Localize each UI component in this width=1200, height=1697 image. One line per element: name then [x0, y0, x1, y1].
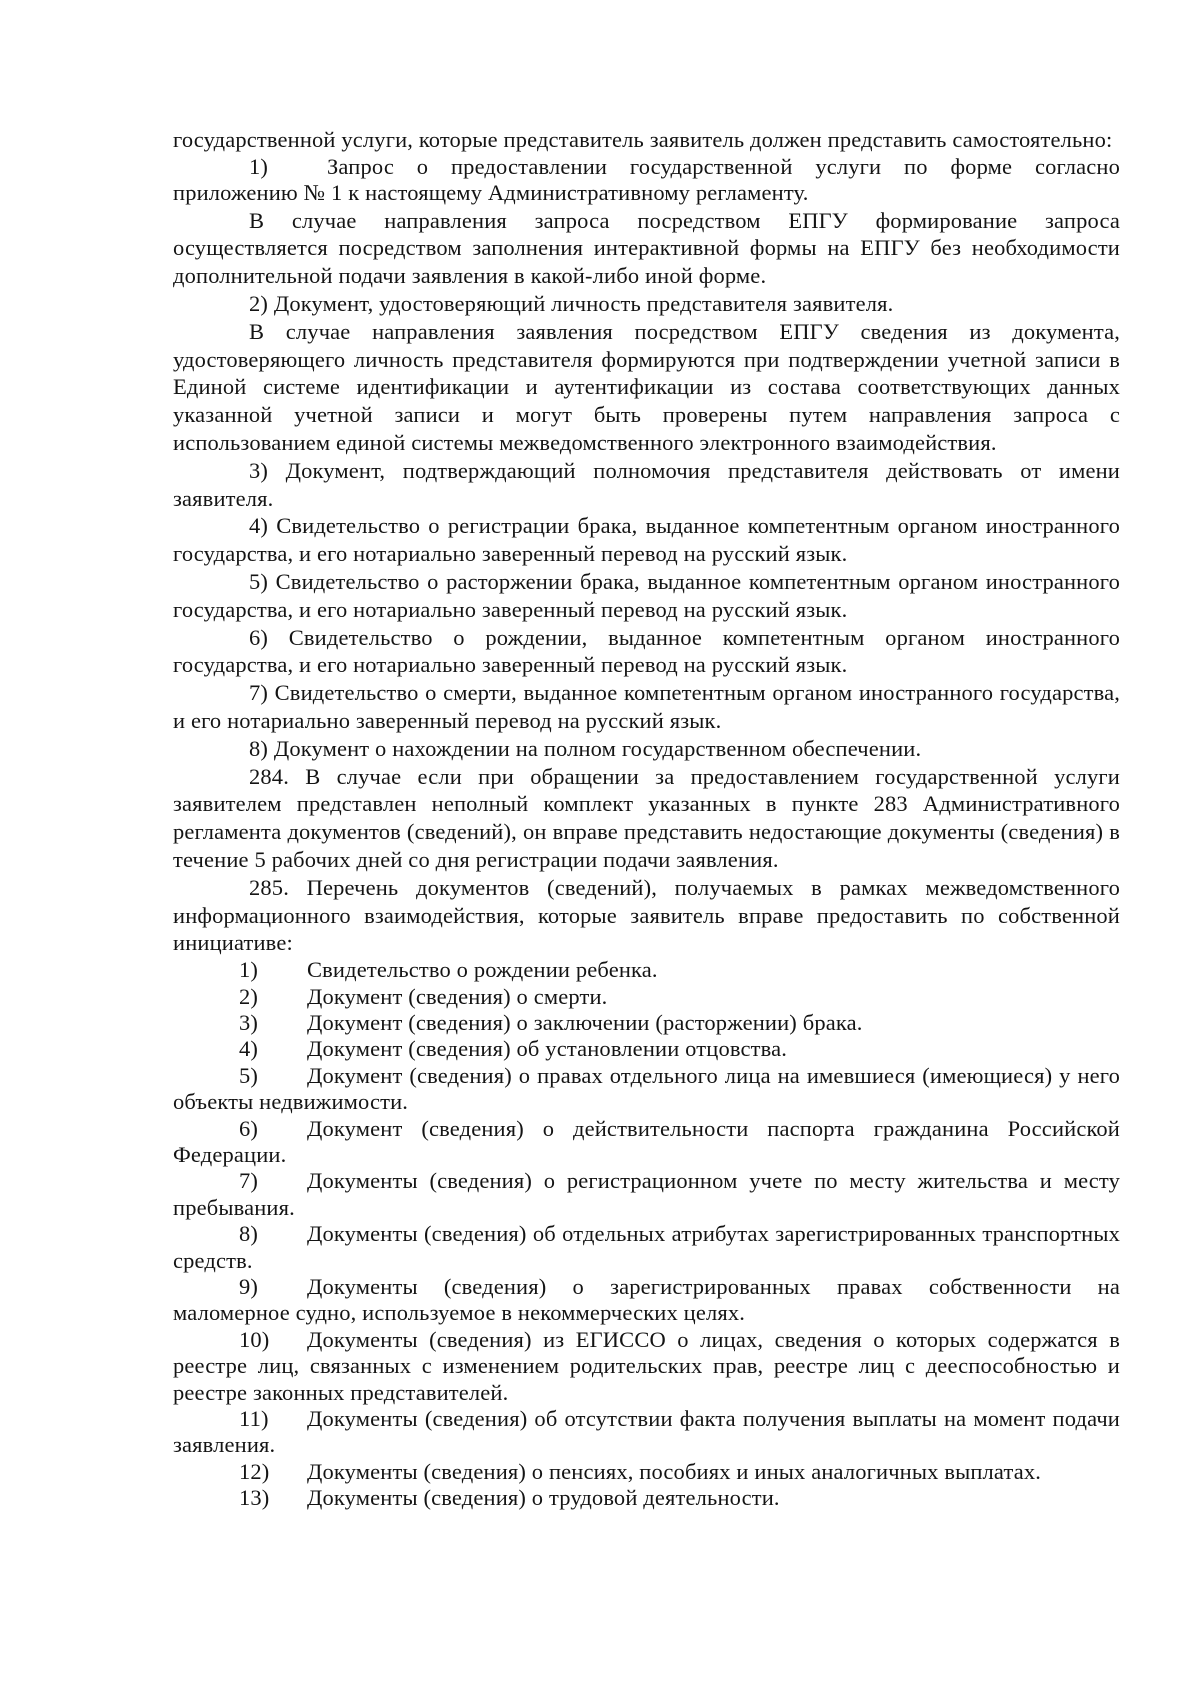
list-number: 11) — [239, 1406, 269, 1432]
list-item-text: Документы (сведения) об отдельных атрибутах зарегистрированных транспортных средств. — [173, 1221, 1120, 1273]
list-item-text: Документы (сведения) из ЕГИССО о лицах, сведения о которых содержатся в реестре лиц, связанных с изменением родительских прав, реестре лиц с дееспособностью и реестре законных представителей. — [173, 1326, 1120, 1405]
list-number: 7) — [239, 1168, 259, 1194]
list-number: 13) — [239, 1485, 270, 1511]
list-item — [173, 1063, 1120, 1116]
list-number: 1) — [249, 153, 269, 179]
list-item-text: Документы (сведения) о трудовой деятельности. — [307, 1485, 780, 1511]
paragraph-death-certificate: 7) Свидетельство о смерти, выданное компетентным органом иностранного государства, и его нотариально заверенный перевод на русский язык. — [173, 680, 1120, 733]
list-number: 2) — [239, 983, 259, 1009]
list-number: 10) — [239, 1326, 270, 1352]
list-item-text: Документы (сведения) о пенсиях, пособиях и иных аналогичных выплатах. — [307, 1458, 1042, 1484]
paragraph-authority-doc: 3) Документ, подтверждающий полномочия представителя действовать от имени заявителя. — [173, 457, 1120, 511]
list-number: 4) — [239, 1036, 259, 1062]
list-item — [173, 1010, 1120, 1036]
list-number: 12) — [239, 1458, 270, 1484]
list-item — [173, 1327, 1120, 1406]
list-item — [173, 957, 1120, 983]
list-number: 5) — [239, 1062, 259, 1088]
list-item — [173, 1116, 1120, 1169]
paragraph-285: 285. Перечень документов (сведений), получаемых в рамках межведомственного информационного взаимодействия, которые заявитель вправе предоставить по собственной инициативе: — [173, 874, 1120, 956]
list-number: 8) — [239, 1221, 259, 1247]
list-item-request — [173, 154, 1120, 207]
list-number: 6) — [239, 1115, 259, 1141]
paragraph-birth-certificate: 6) Свидетельство о рождении, выданное компетентным органом иностранного государства, и его нотариально заверенный перевод на русский язык. — [173, 624, 1120, 678]
paragraph-intro: государственной услуги, которые представитель заявитель должен представить самостоятельно: — [173, 127, 1113, 152]
list-item — [173, 1221, 1120, 1274]
list-item — [173, 1036, 1120, 1062]
list-item — [173, 1168, 1120, 1221]
list-item-text: Свидетельство о рождении ребенка. — [307, 957, 658, 983]
list-item — [173, 1274, 1120, 1327]
paragraph-epgu-identity: В случае направления заявления посредством ЕПГУ сведения из документа, удостоверяющего личность представителя формируются при подтверждении учетной записи в Единой системе идентификации и аутентификации из состава соответствующих данных указанной учетной записи и могут быть проверены путем направления запроса с использованием единой системы межведомственного электронного взаимодействия. — [173, 318, 1120, 455]
paragraph-divorce-certificate: 5) Свидетельство о расторжении брака, выданное компетентным органом иностранного государства, и его нотариально заверенный перевод на русский язык. — [173, 568, 1120, 622]
list-item — [173, 1485, 1120, 1511]
list-number: 9) — [239, 1274, 259, 1299]
paragraph-state-support: 8) Документ о нахождении на полном государственном обеспечении. — [249, 735, 922, 761]
list-item-text: Документ (сведения) о действительности паспорта гражданина Российской Федерации. — [173, 1115, 1120, 1167]
paragraph-identity-doc: 2) Документ, удостоверяющий личность представителя заявителя. — [249, 291, 894, 316]
list-item-text: Запрос о предоставлении государственной услуги по форме согласно приложению № 1 к настоящему Административному регламенту. — [173, 153, 1120, 206]
list-item-text: Документ (сведения) о правах отдельного лица на имевшиеся (имеющиеся) у него объекты недвижимости. — [173, 1062, 1120, 1115]
list-number: 1) — [239, 957, 259, 983]
list-item-text: Документ (сведения) о заключении (расторжении) брака. — [307, 1009, 863, 1035]
list-item — [173, 1459, 1120, 1485]
list-item-text: Документы (сведения) о зарегистрированных правах собственности на маломерное судно, используемое в некоммерческих целях. — [173, 1274, 1120, 1326]
list-item-text: Документ (сведения) об установлении отцовства. — [307, 1036, 787, 1062]
paragraph-marriage-certificate: 4) Свидетельство о регистрации брака, выданное компетентным органом иностранного государства, и его нотариально заверенный перевод на русский язык. — [173, 513, 1120, 567]
list-number: 3) — [239, 1009, 259, 1035]
list-item — [173, 984, 1120, 1010]
paragraph-epgu-request: В случае направления запроса посредством ЕПГУ формирование запроса осуществляется посредством заполнения интерактивной формы на ЕПГУ без необходимости дополнительной подачи заявления в какой-либо иной форме. — [173, 207, 1120, 289]
list-item — [173, 1406, 1120, 1459]
document-page — [173, 126, 1120, 1512]
list-item-text: Документ (сведения) о смерти. — [307, 983, 608, 1009]
list-item-text: Документы (сведения) об отсутствии факта получения выплаты на момент подачи заявления. — [173, 1406, 1120, 1458]
paragraph-284: 284. В случае если при обращении за предоставлением государственной услуги заявителем представлен неполный комплект указанных в пункте 283 Административного регламента документов (сведений), он вправе представить недостающие документы (сведения) в течение 5 рабочих дней со дня регистрации подачи заявления. — [173, 763, 1120, 872]
list-item-text: Документы (сведения) о регистрационном учете по месту жительства и месту пребывания. — [173, 1168, 1120, 1220]
